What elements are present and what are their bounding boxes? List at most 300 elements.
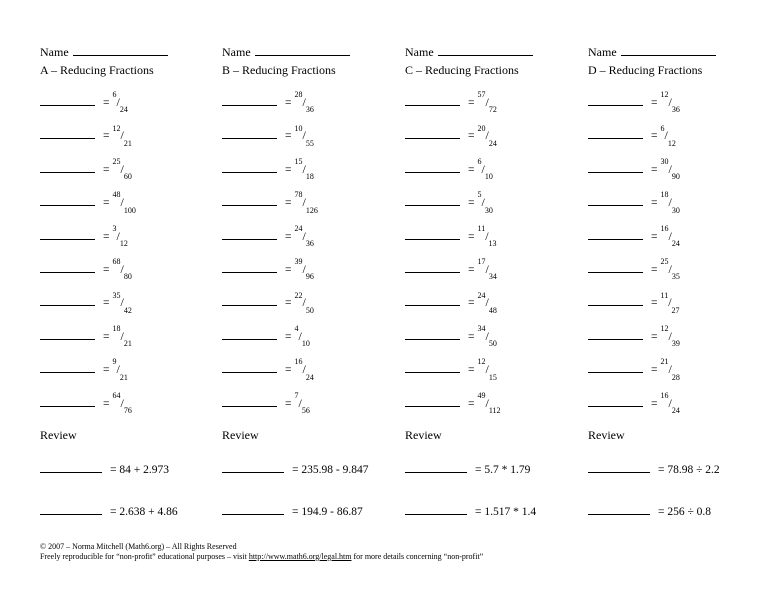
fraction-slash: /: [485, 228, 489, 243]
name-row: [222, 44, 398, 63]
name-blank-line[interactable]: [73, 44, 168, 56]
fraction-slash: /: [485, 95, 489, 110]
fraction: [112, 90, 128, 115]
answer-blank-line[interactable]: [588, 329, 643, 340]
answer-blank-line[interactable]: [40, 329, 95, 340]
answer-blank-line[interactable]: [405, 162, 460, 173]
fraction-problem-row: [588, 82, 764, 115]
fraction-numerator: 12: [112, 123, 121, 133]
answer-blank-line[interactable]: [588, 195, 643, 206]
review-problem: [40, 504, 178, 518]
fraction-problem: [40, 190, 136, 215]
fraction-problem: [588, 190, 680, 215]
equals-sign: =: [285, 97, 292, 110]
fraction-numerator: 20: [477, 123, 486, 133]
fraction-slash: /: [668, 95, 672, 110]
fraction-slash: /: [668, 161, 672, 176]
review-heading: Review: [40, 427, 77, 442]
fraction-denominator: 24: [671, 405, 680, 415]
answer-blank-line[interactable]: [222, 362, 277, 373]
answer-blank-line[interactable]: [405, 329, 460, 340]
review-problem-row: [40, 488, 216, 530]
fraction-problem-row: [40, 115, 216, 148]
review-list: [40, 446, 216, 530]
fraction-slash: /: [668, 295, 672, 310]
equals-sign: =: [651, 97, 658, 110]
answer-blank-line[interactable]: [222, 396, 277, 407]
fraction-numerator: 3: [112, 223, 117, 233]
fraction-problem-row: [405, 349, 581, 382]
fraction-slash: /: [120, 328, 124, 343]
fraction: [294, 223, 314, 248]
fraction: [112, 357, 128, 382]
fraction-slash: /: [120, 128, 124, 143]
review-expression: = 78.98 ÷ 2.2: [658, 463, 720, 476]
answer-blank-line[interactable]: [405, 262, 460, 273]
answer-blank-line[interactable]: [40, 229, 95, 240]
fraction-problem: [222, 123, 314, 148]
fraction-problem: [40, 157, 132, 182]
fraction: [477, 90, 497, 115]
fraction-problem: [588, 257, 680, 282]
license-line: [40, 552, 483, 562]
answer-blank-line[interactable]: [588, 504, 650, 515]
fraction: [294, 257, 314, 282]
answer-blank-line[interactable]: [40, 95, 95, 106]
fraction: [112, 257, 132, 282]
license-text-suffix: for more details concerning “non-profit”: [351, 552, 484, 561]
answer-blank-line[interactable]: [222, 504, 284, 515]
fraction-numerator: 39: [294, 257, 303, 267]
fraction: [294, 324, 310, 349]
worksheet-column: [405, 44, 581, 530]
fraction-problem: [405, 90, 497, 115]
fraction-numerator: 7: [294, 390, 299, 400]
fraction-slash: /: [298, 395, 302, 410]
equals-sign: =: [651, 264, 658, 277]
fraction-denominator: 35: [671, 272, 680, 282]
fraction-numerator: 64: [112, 390, 121, 400]
name-blank-line[interactable]: [438, 44, 533, 56]
fraction-problem: [222, 90, 314, 115]
review-problem: [405, 504, 536, 518]
answer-blank-line[interactable]: [222, 462, 284, 473]
fraction-problem-row: [40, 149, 216, 182]
fraction-denominator: 36: [671, 105, 680, 115]
column-title: D – Reducing Fractions: [588, 63, 703, 77]
fraction-problem: [405, 290, 497, 315]
answer-blank-line[interactable]: [40, 362, 95, 373]
name-label: Name: [222, 45, 251, 59]
fraction-numerator: 15: [294, 157, 303, 167]
fraction-denominator: 10: [301, 339, 310, 349]
fraction-slash: /: [485, 395, 489, 410]
fraction-problem: [222, 223, 314, 248]
answer-blank-line[interactable]: [588, 462, 650, 473]
fraction-slash: /: [668, 328, 672, 343]
answer-blank-line[interactable]: [588, 262, 643, 273]
equals-sign: =: [651, 230, 658, 243]
fraction-denominator: 50: [305, 305, 314, 315]
fraction-denominator: 50: [488, 339, 497, 349]
fraction-slash: /: [120, 195, 124, 210]
fraction-problem-row: [405, 182, 581, 215]
fraction-numerator: 5: [477, 190, 482, 200]
fraction-problem-row: [588, 115, 764, 148]
review-problem-row: [588, 488, 764, 530]
fraction-problem-row: [588, 316, 764, 349]
fraction-problem-row: [40, 383, 216, 416]
equals-sign: =: [468, 97, 475, 110]
fraction-problem-row: [588, 249, 764, 282]
equals-sign: =: [285, 230, 292, 243]
fraction: [477, 123, 497, 148]
fraction-denominator: 24: [671, 238, 680, 248]
review-expression: = 256 ÷ 0.8: [658, 505, 712, 518]
answer-blank-line[interactable]: [40, 504, 102, 515]
fraction-numerator: 35: [112, 290, 121, 300]
fraction-problem: [405, 257, 497, 282]
fraction-problem-row: [588, 216, 764, 249]
fraction-problem-row: [405, 383, 581, 416]
fraction-denominator: 12: [667, 138, 676, 148]
fraction: [112, 157, 132, 182]
equals-sign: =: [285, 130, 292, 143]
answer-blank-line[interactable]: [222, 295, 277, 306]
fraction: [112, 190, 136, 215]
fraction-problem: [405, 190, 493, 215]
answer-blank-line[interactable]: [40, 462, 102, 473]
fraction-problem: [588, 123, 676, 148]
fraction-slash: /: [302, 295, 306, 310]
fraction-problem: [222, 290, 314, 315]
equals-sign: =: [651, 397, 658, 410]
fraction: [294, 290, 314, 315]
fraction: [660, 223, 680, 248]
fraction: [660, 357, 680, 382]
fraction-denominator: 126: [305, 205, 318, 215]
fraction: [112, 290, 132, 315]
equals-sign: =: [103, 397, 110, 410]
fraction-denominator: 72: [488, 105, 497, 115]
answer-blank-line[interactable]: [222, 195, 277, 206]
fraction-problem: [40, 90, 128, 115]
fraction-slash: /: [668, 362, 672, 377]
fraction-problem: [40, 290, 132, 315]
name-row: [405, 44, 581, 63]
fraction-problem-row: [588, 182, 764, 215]
answer-blank-line[interactable]: [405, 95, 460, 106]
equals-sign: =: [103, 264, 110, 277]
fraction-numerator: 16: [660, 223, 669, 233]
fraction-slash: /: [668, 228, 672, 243]
equals-sign: =: [103, 197, 110, 210]
fraction-denominator: 34: [488, 272, 497, 282]
fraction-denominator: 56: [301, 405, 310, 415]
fraction-slash: /: [302, 262, 306, 277]
review-list: [588, 446, 764, 530]
problems-list: [588, 82, 764, 416]
review-expression: = 235.98 - 9.847: [292, 463, 369, 476]
name-blank-line[interactable]: [621, 44, 716, 56]
fraction-denominator: 21: [123, 138, 132, 148]
equals-sign: =: [103, 364, 110, 377]
fraction-problem: [40, 324, 132, 349]
answer-blank-line[interactable]: [222, 329, 277, 340]
equals-sign: =: [103, 230, 110, 243]
equals-sign: =: [468, 130, 475, 143]
answer-blank-line[interactable]: [588, 95, 643, 106]
answer-blank-line[interactable]: [40, 128, 95, 139]
fraction: [477, 357, 497, 382]
fraction-problem-row: [222, 383, 398, 416]
fraction-numerator: 12: [660, 90, 669, 100]
equals-sign: =: [468, 397, 475, 410]
answer-blank-line[interactable]: [405, 195, 460, 206]
worksheet-column: [40, 44, 216, 530]
answer-blank-line[interactable]: [588, 229, 643, 240]
answer-blank-line[interactable]: [405, 295, 460, 306]
fraction-numerator: 24: [477, 290, 486, 300]
fraction-denominator: 21: [119, 372, 128, 382]
fraction-denominator: 42: [123, 305, 132, 315]
answer-blank-line[interactable]: [588, 362, 643, 373]
fraction-denominator: 48: [488, 305, 497, 315]
name-blank-line[interactable]: [255, 44, 350, 56]
name-row: [588, 44, 764, 63]
fraction-problem: [588, 290, 680, 315]
fraction-slash: /: [116, 362, 120, 377]
fraction-slash: /: [668, 195, 672, 210]
fraction-problem-row: [588, 383, 764, 416]
answer-blank-line[interactable]: [588, 128, 643, 139]
fraction-numerator: 25: [660, 257, 669, 267]
fraction-problem: [40, 123, 132, 148]
fraction: [660, 123, 676, 148]
fraction-numerator: 9: [112, 357, 117, 367]
fraction-numerator: 25: [112, 157, 121, 167]
fraction-problem-row: [588, 282, 764, 315]
fraction-problem-row: [405, 282, 581, 315]
equals-sign: =: [468, 197, 475, 210]
equals-sign: =: [103, 330, 110, 343]
fraction-problem: [40, 390, 132, 415]
review-problem: [40, 462, 169, 476]
problems-list: [405, 82, 581, 416]
fraction: [660, 190, 680, 215]
fraction-problem-row: [222, 316, 398, 349]
fraction: [477, 390, 501, 415]
review-expression: = 194.9 - 86.87: [292, 505, 363, 518]
answer-blank-line[interactable]: [405, 362, 460, 373]
fraction-numerator: 6: [112, 90, 117, 100]
fraction-problem: [405, 324, 497, 349]
equals-sign: =: [651, 330, 658, 343]
equals-sign: =: [285, 297, 292, 310]
fraction-numerator: 17: [477, 257, 486, 267]
fraction-numerator: 4: [294, 324, 299, 333]
fraction-slash: /: [120, 161, 124, 176]
fraction-slash: /: [120, 395, 124, 410]
fraction-problem-row: [222, 82, 398, 115]
review-expression: = 1.517 * 1.4: [475, 505, 537, 518]
review-heading: Review: [588, 427, 625, 442]
problems-list: [222, 82, 398, 416]
answer-blank-line[interactable]: [588, 162, 643, 173]
fraction-problem-row: [222, 216, 398, 249]
fraction-problem-row: [222, 182, 398, 215]
fraction: [477, 223, 497, 248]
fraction: [477, 157, 493, 182]
fraction-problem-row: [405, 316, 581, 349]
answer-blank-line[interactable]: [222, 262, 277, 273]
fraction-slash: /: [116, 228, 120, 243]
fraction-slash: /: [120, 262, 124, 277]
fraction: [477, 324, 497, 349]
fraction-slash: /: [302, 362, 306, 377]
fraction-problem: [588, 223, 680, 248]
fraction-problem-row: [405, 149, 581, 182]
fraction-slash: /: [481, 161, 485, 176]
review-problem-row: [40, 446, 216, 488]
fraction-numerator: 24: [294, 223, 303, 233]
fraction-problem: [222, 390, 310, 415]
fraction: [294, 357, 314, 382]
equals-sign: =: [285, 264, 292, 277]
equals-sign: =: [103, 297, 110, 310]
fraction-numerator: 49: [477, 390, 486, 400]
answer-blank-line[interactable]: [405, 462, 467, 473]
fraction-slash: /: [302, 128, 306, 143]
worksheet-column: [222, 44, 398, 530]
fraction-problem: [588, 357, 680, 382]
fraction-slash: /: [485, 128, 489, 143]
legal-link[interactable]: http://www.math6.org/legal.htm: [248, 552, 352, 561]
review-problem-row: [405, 488, 581, 530]
equals-sign: =: [651, 163, 658, 176]
fraction-numerator: 6: [477, 157, 482, 167]
fraction-problem: [222, 357, 314, 382]
fraction-numerator: 30: [660, 157, 669, 167]
fraction-slash: /: [302, 195, 306, 210]
fraction-numerator: 68: [112, 257, 121, 267]
review-heading: Review: [405, 427, 442, 442]
answer-blank-line[interactable]: [405, 229, 460, 240]
fraction-numerator: 21: [660, 357, 669, 367]
fraction: [660, 257, 680, 282]
fraction: [294, 157, 314, 182]
column-title: C – Reducing Fractions: [405, 63, 519, 77]
answer-blank-line[interactable]: [222, 95, 277, 106]
fraction-numerator: 18: [660, 190, 669, 200]
answer-blank-line[interactable]: [405, 396, 460, 407]
review-problem-row: [405, 446, 581, 488]
review-problem: [405, 462, 530, 476]
name-label: Name: [40, 45, 69, 59]
answer-blank-line[interactable]: [40, 162, 95, 173]
review-list: [222, 446, 398, 530]
equals-sign: =: [103, 130, 110, 143]
fraction-numerator: 34: [477, 324, 486, 333]
equals-sign: =: [468, 330, 475, 343]
fraction-problem-row: [222, 249, 398, 282]
review-problem: [588, 462, 720, 476]
answer-blank-line[interactable]: [222, 229, 277, 240]
fraction-problem-row: [405, 82, 581, 115]
column-title: A – Reducing Fractions: [40, 63, 154, 77]
review-problem-row: [588, 446, 764, 488]
fraction-slash: /: [298, 328, 302, 343]
answer-blank-line[interactable]: [588, 396, 643, 407]
answer-blank-line[interactable]: [40, 262, 95, 273]
fraction-problem-row: [40, 82, 216, 115]
equals-sign: =: [285, 197, 292, 210]
fraction-numerator: 22: [294, 290, 303, 300]
fraction: [477, 190, 493, 215]
fraction: [660, 290, 680, 315]
fraction: [294, 123, 314, 148]
equals-sign: =: [468, 264, 475, 277]
equals-sign: =: [103, 97, 110, 110]
fraction-denominator: 30: [671, 205, 680, 215]
fraction-denominator: 24: [119, 105, 128, 115]
fraction-numerator: 11: [477, 223, 486, 233]
fraction-denominator: 10: [484, 172, 493, 182]
fraction-slash: /: [668, 262, 672, 277]
fraction-problem: [588, 90, 680, 115]
fraction-problem-row: [40, 316, 216, 349]
fraction-problem-row: [222, 149, 398, 182]
review-heading: Review: [222, 427, 259, 442]
fraction: [477, 257, 497, 282]
fraction-numerator: 12: [477, 357, 486, 367]
fraction-slash: /: [664, 128, 668, 143]
answer-blank-line[interactable]: [405, 128, 460, 139]
fraction-denominator: 13: [488, 238, 497, 248]
equals-sign: =: [468, 297, 475, 310]
column-title: B – Reducing Fractions: [222, 63, 336, 77]
license-text-prefix: Freely reproducible for “non-profit” educational purposes – visit: [40, 552, 249, 561]
answer-blank-line[interactable]: [405, 504, 467, 515]
answer-blank-line[interactable]: [40, 295, 95, 306]
fraction: [294, 390, 310, 415]
equals-sign: =: [285, 397, 292, 410]
answer-blank-line[interactable]: [40, 195, 95, 206]
fraction-problem-row: [40, 182, 216, 215]
fraction-denominator: 27: [671, 305, 680, 315]
answer-blank-line[interactable]: [222, 128, 277, 139]
equals-sign: =: [651, 197, 658, 210]
fraction-denominator: 112: [488, 405, 501, 415]
answer-blank-line[interactable]: [222, 162, 277, 173]
review-problem: [222, 462, 368, 476]
fraction-problem-row: [40, 249, 216, 282]
equals-sign: =: [651, 297, 658, 310]
fraction: [294, 90, 314, 115]
fraction-slash: /: [302, 161, 306, 176]
answer-blank-line[interactable]: [588, 295, 643, 306]
fraction-numerator: 16: [660, 390, 669, 400]
fraction: [660, 90, 680, 115]
fraction-denominator: 96: [305, 272, 314, 282]
name-label: Name: [588, 45, 617, 59]
fraction-problem: [40, 257, 132, 282]
fraction-problem-row: [405, 249, 581, 282]
answer-blank-line[interactable]: [40, 396, 95, 407]
equals-sign: =: [468, 163, 475, 176]
fraction-numerator: 57: [477, 90, 486, 100]
fraction-denominator: 15: [488, 372, 497, 382]
